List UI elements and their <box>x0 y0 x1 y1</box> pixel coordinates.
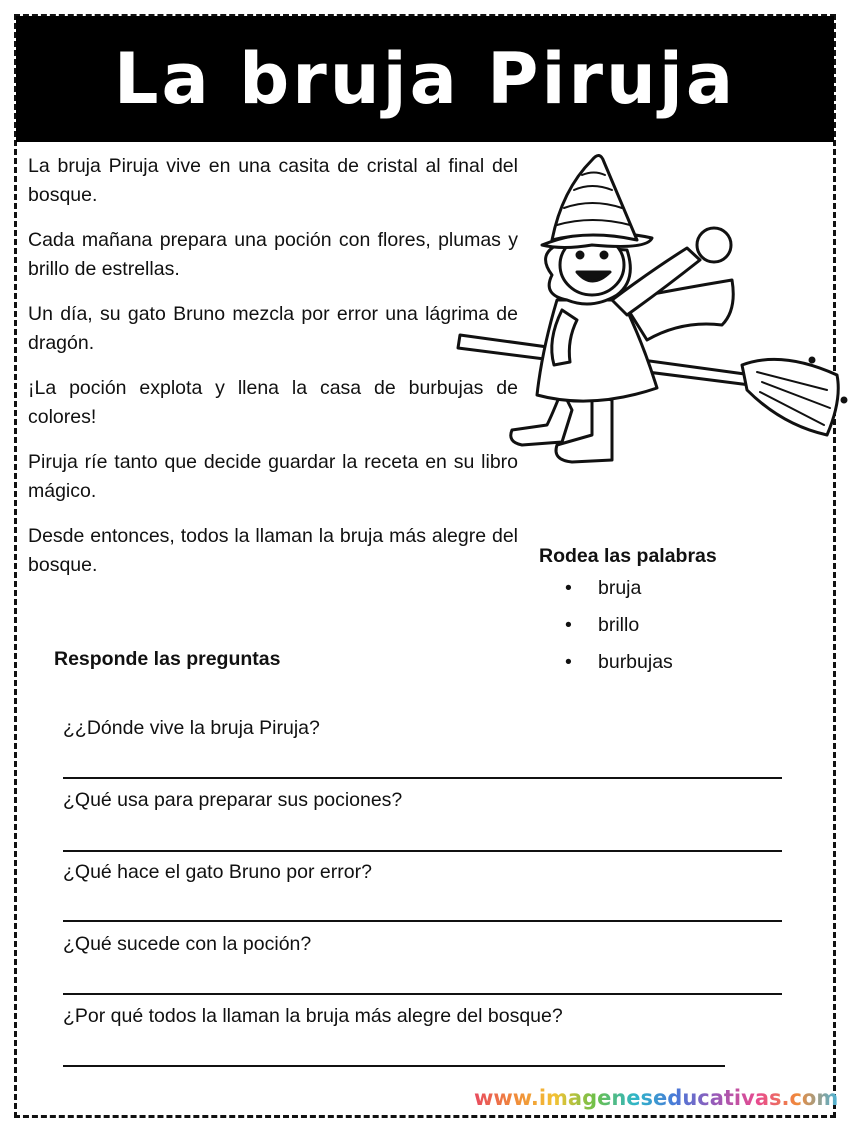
question: ¿Qué sucede con la poción? <box>63 933 312 955</box>
question: ¿Qué hace el gato Bruno por error? <box>63 861 372 883</box>
story-paragraph: Piruja ríe tanto que decide guardar la receta en su libro mágico. <box>28 451 518 502</box>
story-paragraph: Desde entonces, todos la llaman la bruja más alegre del bosque. <box>28 525 518 576</box>
story-text <box>28 152 518 596</box>
story-paragraph: La bruja Piruja vive en una casita de cristal al final del bosque. <box>28 155 518 206</box>
story-paragraph: Un día, su gato Bruno mezcla por error una lágrima de dragón. <box>28 303 518 354</box>
story-paragraph: ¡La poción explota y llena la casa de burbujas de colores! <box>28 377 518 428</box>
story-paragraph: Cada mañana prepara una poción con flores, plumas y brillo de estrellas. <box>28 229 518 280</box>
website-watermark: www.imageneseducativas.com <box>474 1086 839 1110</box>
word: brillo <box>598 614 640 636</box>
question: ¿Qué usa para preparar sus pociones? <box>63 789 403 811</box>
page-title: La bruja Piruja <box>113 38 737 120</box>
word: bruja <box>598 577 642 599</box>
list-item <box>565 611 673 648</box>
bullet: • <box>565 614 572 636</box>
witch-on-broom-illustration <box>452 150 852 480</box>
bullet: • <box>565 651 572 673</box>
answer-line[interactable] <box>63 850 782 852</box>
list-item <box>565 574 673 611</box>
circle-words-list <box>565 574 673 685</box>
questions-heading: Responde las preguntas <box>54 648 281 670</box>
word: burbujas <box>598 651 673 673</box>
circle-words-heading: Rodea las palabras <box>539 545 717 567</box>
answer-line[interactable] <box>63 777 782 779</box>
bullet: • <box>565 577 572 599</box>
title-banner <box>16 16 834 142</box>
question: ¿Por qué todos la llaman la bruja más alegre del bosque? <box>63 1005 563 1027</box>
list-item <box>565 648 673 685</box>
answer-line[interactable] <box>63 920 782 922</box>
answer-line[interactable] <box>63 993 782 995</box>
question: ¿¿Dónde vive la bruja Piruja? <box>63 717 320 739</box>
answer-line[interactable] <box>63 1065 725 1067</box>
